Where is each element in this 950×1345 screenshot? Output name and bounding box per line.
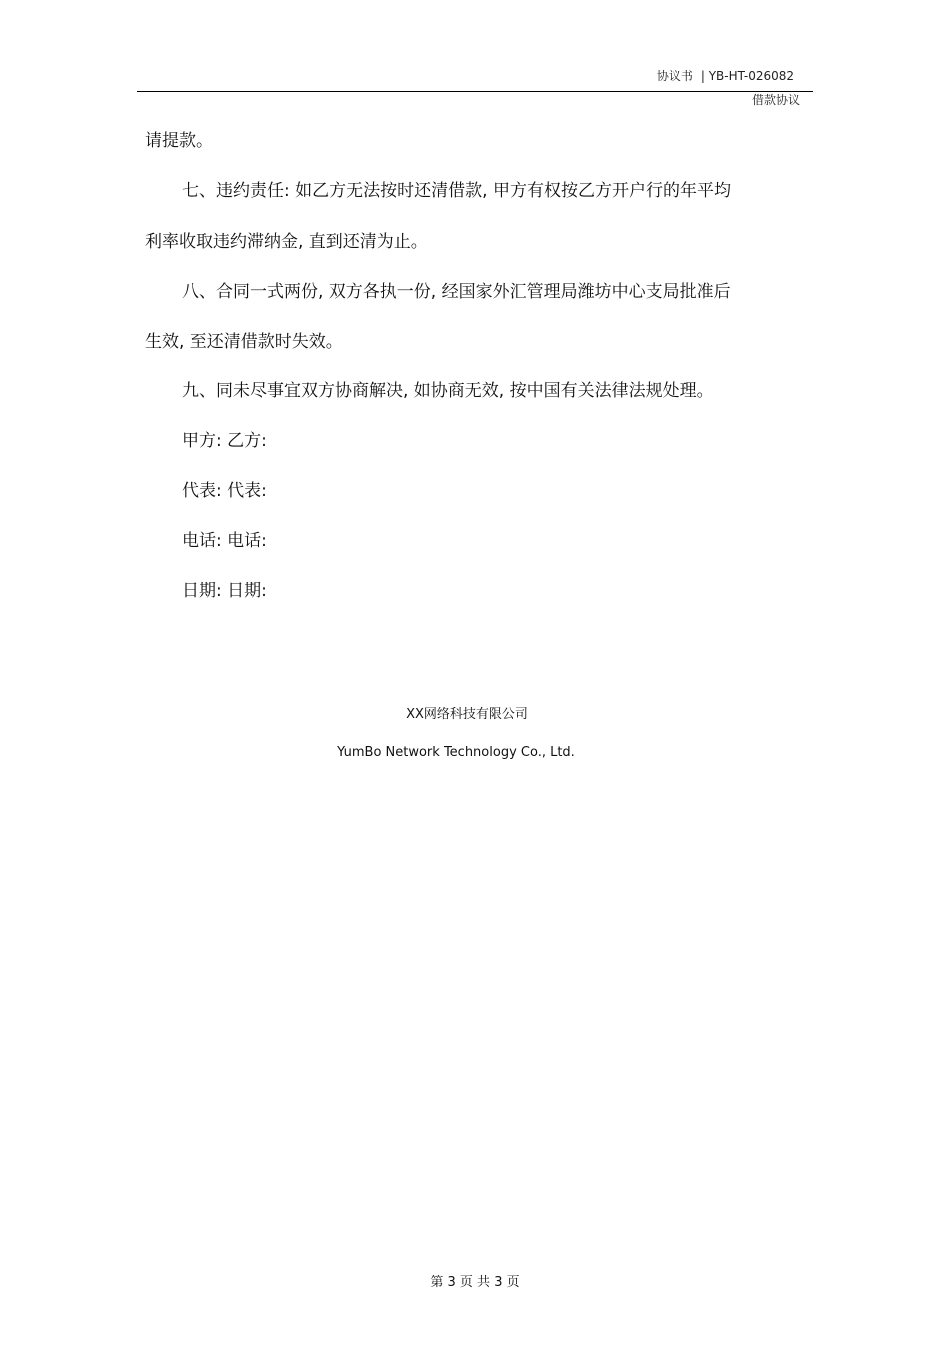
signature-phone: 电话: 电话: <box>182 531 267 551</box>
header-doc-info <box>0 68 796 84</box>
header-doc-code: | YB-HT-026082 <box>700 69 794 83</box>
header-doc-type: 协议书 <box>656 69 693 83</box>
clause-8-line-2: 生效, 至还清借款时失效。 <box>145 332 343 352</box>
signature-date: 日期: 日期: <box>182 581 267 601</box>
clause-8-line-1: 八、合同一式两份, 双方各执一份, 经国家外汇管理局潍坊中心支局批准后 <box>182 282 731 302</box>
clause-7-line-1: 七、违约责任: 如乙方无法按时还清借款, 甲方有权按乙方开户行的年平均 <box>182 181 731 201</box>
clause-7-line-2: 利率收取违约滞纳金, 直到还清为止。 <box>145 232 428 252</box>
company-name-cn: XX网络科技有限公司 <box>406 707 528 722</box>
clause-9: 九、同未尽事宜双方协商解决, 如协商无效, 按中国有关法律法规处理。 <box>182 381 714 401</box>
signature-representative: 代表: 代表: <box>182 481 267 501</box>
signature-party: 甲方: 乙方: <box>182 431 267 451</box>
body-line-withdrawal: 请提款。 <box>145 131 213 151</box>
company-name-en: YumBo Network Technology Co., Ltd. <box>337 745 575 760</box>
header-subtitle: 借款协议 <box>751 93 800 107</box>
page-number: 第 3 页 共 3 页 <box>430 1275 520 1290</box>
